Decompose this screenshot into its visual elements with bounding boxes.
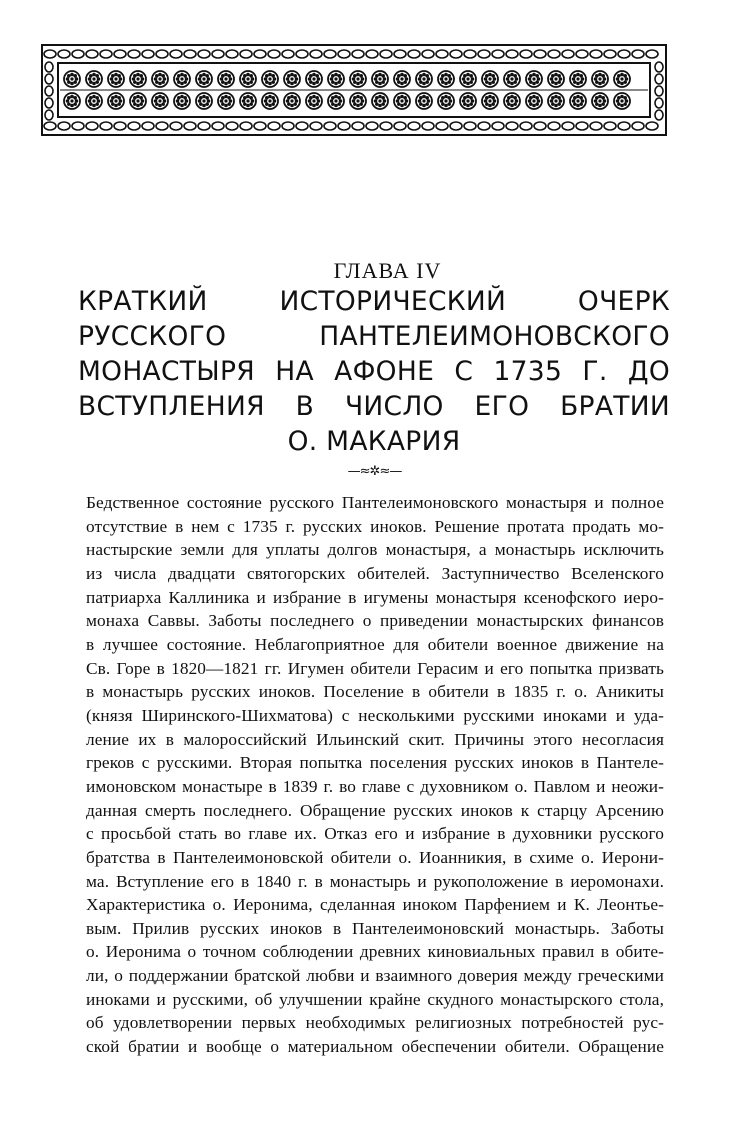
rosette-ornament [372, 93, 388, 109]
rosette-ornament [64, 93, 80, 109]
chain-link [128, 122, 140, 130]
chain-link [45, 110, 53, 120]
chain-link [655, 86, 663, 96]
chain-link [184, 50, 196, 58]
summary-line: монаха Саввы. Заботы последнего о приведении монастырских финансов [86, 611, 664, 631]
summary-line: ление их в малороссийский Ильинский скит. Причины этого несогласия [86, 729, 664, 749]
summary-line: греков с русскими. Вторая попытка поселения русских иноков в Пантеле- [86, 753, 664, 773]
summary-line: из числа двадцати святогорских обителей. Заступничество Вселенского [86, 563, 664, 583]
chain-link [100, 122, 112, 130]
summary-line: имоновском монастыре в 1839 г. во главе с духовником о. Павлом и неожи- [86, 776, 664, 796]
divider-glyph: —≈✲≈— [347, 464, 402, 479]
rosette-ornament [306, 93, 322, 109]
summary-line: с просьбой стать во главе их. Отказ его и избрание в духовники русского [86, 824, 664, 844]
chain-link [506, 50, 518, 58]
chain-link [436, 122, 448, 130]
chain-link [296, 50, 308, 58]
rosette-ornament [174, 71, 190, 87]
rosette-ornament [196, 71, 212, 87]
rosette-ornament [394, 71, 410, 87]
chain-link [394, 50, 406, 58]
chapter-title-line: РУССКОГО ПАНТЕЛЕИМОНОВСКОГО [78, 321, 670, 352]
chain-link [86, 50, 98, 58]
chain-link [464, 50, 476, 58]
summary-line: настырские земли для уплаты долгов монастыря, а монастырь исключить [86, 540, 664, 560]
chain-link [548, 50, 560, 58]
rosette-ornament [482, 71, 498, 87]
chain-link [366, 50, 378, 58]
rosette-ornament [438, 71, 454, 87]
rosette-ornament [262, 71, 278, 87]
rosette-ornament [86, 93, 102, 109]
rosette-ornament [130, 71, 146, 87]
chain-link [254, 122, 266, 130]
chain-link [268, 122, 280, 130]
chain-link [352, 122, 364, 130]
chapter-title-line: ВСТУПЛЕНИЯ В ЧИСЛО ЕГО БРАТИИ [78, 391, 670, 422]
ornament-border-graphic [40, 43, 668, 137]
rosette-ornament [350, 93, 366, 109]
chain-link [422, 122, 434, 130]
summary-line: иноками и русскими, об улучшении крайне скудного монастырского стола, [86, 989, 664, 1009]
chain-link [655, 62, 663, 72]
rosette-ornament [306, 71, 322, 87]
chain-link [324, 50, 336, 58]
summary-line: вым. Прилив русских иноков в Пантелеимоновский монастырь. Заботы [86, 918, 664, 938]
chain-link [156, 122, 168, 130]
chain-link [170, 50, 182, 58]
chain-link [590, 50, 602, 58]
chain-link [506, 122, 518, 130]
rosette-ornament [614, 71, 630, 87]
chain-link [58, 122, 70, 130]
chain-link [576, 122, 588, 130]
rosette-ornament [460, 71, 476, 87]
chain-link [114, 122, 126, 130]
chapter-summary [86, 491, 664, 1059]
summary-line: о. Иеронима о точном соблюдении древних киновиальных правил в обите- [86, 942, 664, 962]
chain-link [45, 98, 53, 108]
chain-link [296, 122, 308, 130]
rosette-ornament [174, 93, 190, 109]
ornamental-header-banner [40, 43, 668, 137]
summary-line: (князя Ширинского-Шихматова) с несколькими русскими иноками и уда- [86, 705, 664, 725]
chapter-title-line: МОНАСТЫРЯ НА АФОНЕ С 1735 Г. ДО [78, 356, 670, 387]
chain-link [604, 50, 616, 58]
rosette-ornament [218, 71, 234, 87]
rosette-ornament [328, 93, 344, 109]
rosette-ornament [196, 93, 212, 109]
chain-link [310, 50, 322, 58]
chain-link [338, 122, 350, 130]
rosette-ornament [130, 93, 146, 109]
rosette-ornament [284, 71, 300, 87]
chain-link [492, 50, 504, 58]
chain-link [464, 122, 476, 130]
chain-link [128, 50, 140, 58]
chain-link [198, 122, 210, 130]
chain-link [212, 122, 224, 130]
rosette-ornament [504, 93, 520, 109]
chain-link [58, 50, 70, 58]
rosette-ornament [460, 93, 476, 109]
chain-link [534, 122, 546, 130]
rosette-ornament [240, 93, 256, 109]
chain-link [450, 50, 462, 58]
summary-line: Характеристика о. Иеронима, сделанная иноком Парфением и К. Леонтье- [86, 895, 664, 915]
chain-link [114, 50, 126, 58]
rosette-ornament [284, 93, 300, 109]
chain-link [408, 50, 420, 58]
rosette-ornament [548, 71, 564, 87]
chain-link [100, 50, 112, 58]
chain-link [324, 122, 336, 130]
chain-link [450, 122, 462, 130]
chain-link [534, 50, 546, 58]
rosette-ornament [592, 71, 608, 87]
chain-link [408, 122, 420, 130]
summary-line: отсутствие в нем с 1735 г. русских иноков. Решение протата продать мо- [86, 516, 664, 536]
chain-link [310, 122, 322, 130]
chain-link [520, 50, 532, 58]
rosette-ornament [548, 93, 564, 109]
rosette-ornament [350, 71, 366, 87]
chain-link [45, 62, 53, 72]
rosette-ornament [570, 93, 586, 109]
chain-link [170, 122, 182, 130]
chain-link [394, 122, 406, 130]
rosette-ornament [416, 93, 432, 109]
rosette-ornament [570, 71, 586, 87]
chain-link [142, 122, 154, 130]
chain-link [478, 122, 490, 130]
rosette-ornament [614, 93, 630, 109]
chain-link [562, 50, 574, 58]
chain-link [72, 50, 84, 58]
title-divider-ornament [0, 462, 749, 480]
chain-link [380, 50, 392, 58]
chain-link [198, 50, 210, 58]
summary-line: в монастырь русских иноков. Поселение в обители в 1835 г. о. Аникиты [86, 682, 664, 702]
rosette-ornament [262, 93, 278, 109]
rosette-ornament [108, 93, 124, 109]
chain-link [520, 122, 532, 130]
chain-link [156, 50, 168, 58]
chain-link [655, 74, 663, 84]
chain-link [72, 122, 84, 130]
summary-line: патриарха Каллиника и избрание в игумены монастыря ксенофского иеро- [86, 587, 664, 607]
summary-line: данная смерть последнего. Обращение русских иноков к старцу Арсению [86, 800, 664, 820]
chain-link [590, 122, 602, 130]
rosette-ornament [152, 93, 168, 109]
chain-link [576, 50, 588, 58]
rosette-ornament [64, 71, 80, 87]
chain-link [254, 50, 266, 58]
chain-link [478, 50, 490, 58]
chain-link [422, 50, 434, 58]
rosette-ornament [438, 93, 454, 109]
summary-line: ли, о поддержании братской любви и взаимного доверия между греческими [86, 966, 664, 986]
chain-link [646, 50, 658, 58]
chain-link [655, 98, 663, 108]
rosette-ornament [240, 71, 256, 87]
chain-link [45, 86, 53, 96]
chain-link [268, 50, 280, 58]
chain-link [86, 122, 98, 130]
chain-link [282, 122, 294, 130]
rosette-ornament [372, 71, 388, 87]
chain-link [226, 50, 238, 58]
rosette-ornament [108, 71, 124, 87]
chapter-number: ГЛАВА IV [333, 258, 442, 283]
chain-link [604, 122, 616, 130]
chain-link [240, 122, 252, 130]
chain-link [548, 122, 560, 130]
chain-link [492, 122, 504, 130]
chain-link [618, 50, 630, 58]
rosette-ornament [526, 93, 542, 109]
chain-link [184, 122, 196, 130]
chain-link [352, 50, 364, 58]
chain-link [632, 50, 644, 58]
rosette-ornament [152, 71, 168, 87]
chain-link [380, 122, 392, 130]
chain-link [338, 50, 350, 58]
chain-link [655, 110, 663, 120]
summary-line: братства в Пантелеимоновской обители о. Иоанникия, в схиме о. Иерони- [86, 847, 664, 867]
chain-link [562, 122, 574, 130]
summary-line: в лучшее состояние. Неблагоприятное для обители военное движение на [86, 634, 664, 654]
chain-link [142, 50, 154, 58]
chapter-title [78, 284, 670, 459]
summary-line: ма. Вступление его в 1840 г. в монастырь и рукоположение в иеромонахи. [86, 871, 664, 891]
chain-link [44, 50, 56, 58]
rosette-ornament [504, 71, 520, 87]
chain-link [282, 50, 294, 58]
summary-line: об удовлетворении первых необходимых религиозных потребностей рус- [86, 1013, 664, 1033]
chain-link [646, 122, 658, 130]
rosette-ornament [328, 71, 344, 87]
rosette-ornament [526, 71, 542, 87]
rosette-ornament [416, 71, 432, 87]
chain-link [618, 122, 630, 130]
chain-link [45, 74, 53, 84]
chain-link [212, 50, 224, 58]
rosette-ornament [482, 93, 498, 109]
chain-link [44, 122, 56, 130]
chain-link [240, 50, 252, 58]
summary-line: ской братии и вообще о материальном обеспечении обители. Обращение [86, 1037, 664, 1057]
rosette-ornament [86, 71, 102, 87]
chain-link [632, 122, 644, 130]
chain-link [436, 50, 448, 58]
chain-link [226, 122, 238, 130]
chapter-title-line: О. МАКАРИЯ [287, 426, 461, 457]
rosette-ornament [218, 93, 234, 109]
rosette-ornament [394, 93, 410, 109]
rosette-ornament [592, 93, 608, 109]
chain-link [366, 122, 378, 130]
chapter-title-line: КРАТКИЙ ИСТОРИЧЕСКИЙ ОЧЕРК [78, 286, 670, 317]
summary-line: Бедственное состояние русского Пантелеимоновского монастыря и полное [86, 493, 664, 512]
summary-line: Св. Горе в 1820—1821 гг. Игумен обители Герасим и его попытка призвать [86, 658, 664, 678]
